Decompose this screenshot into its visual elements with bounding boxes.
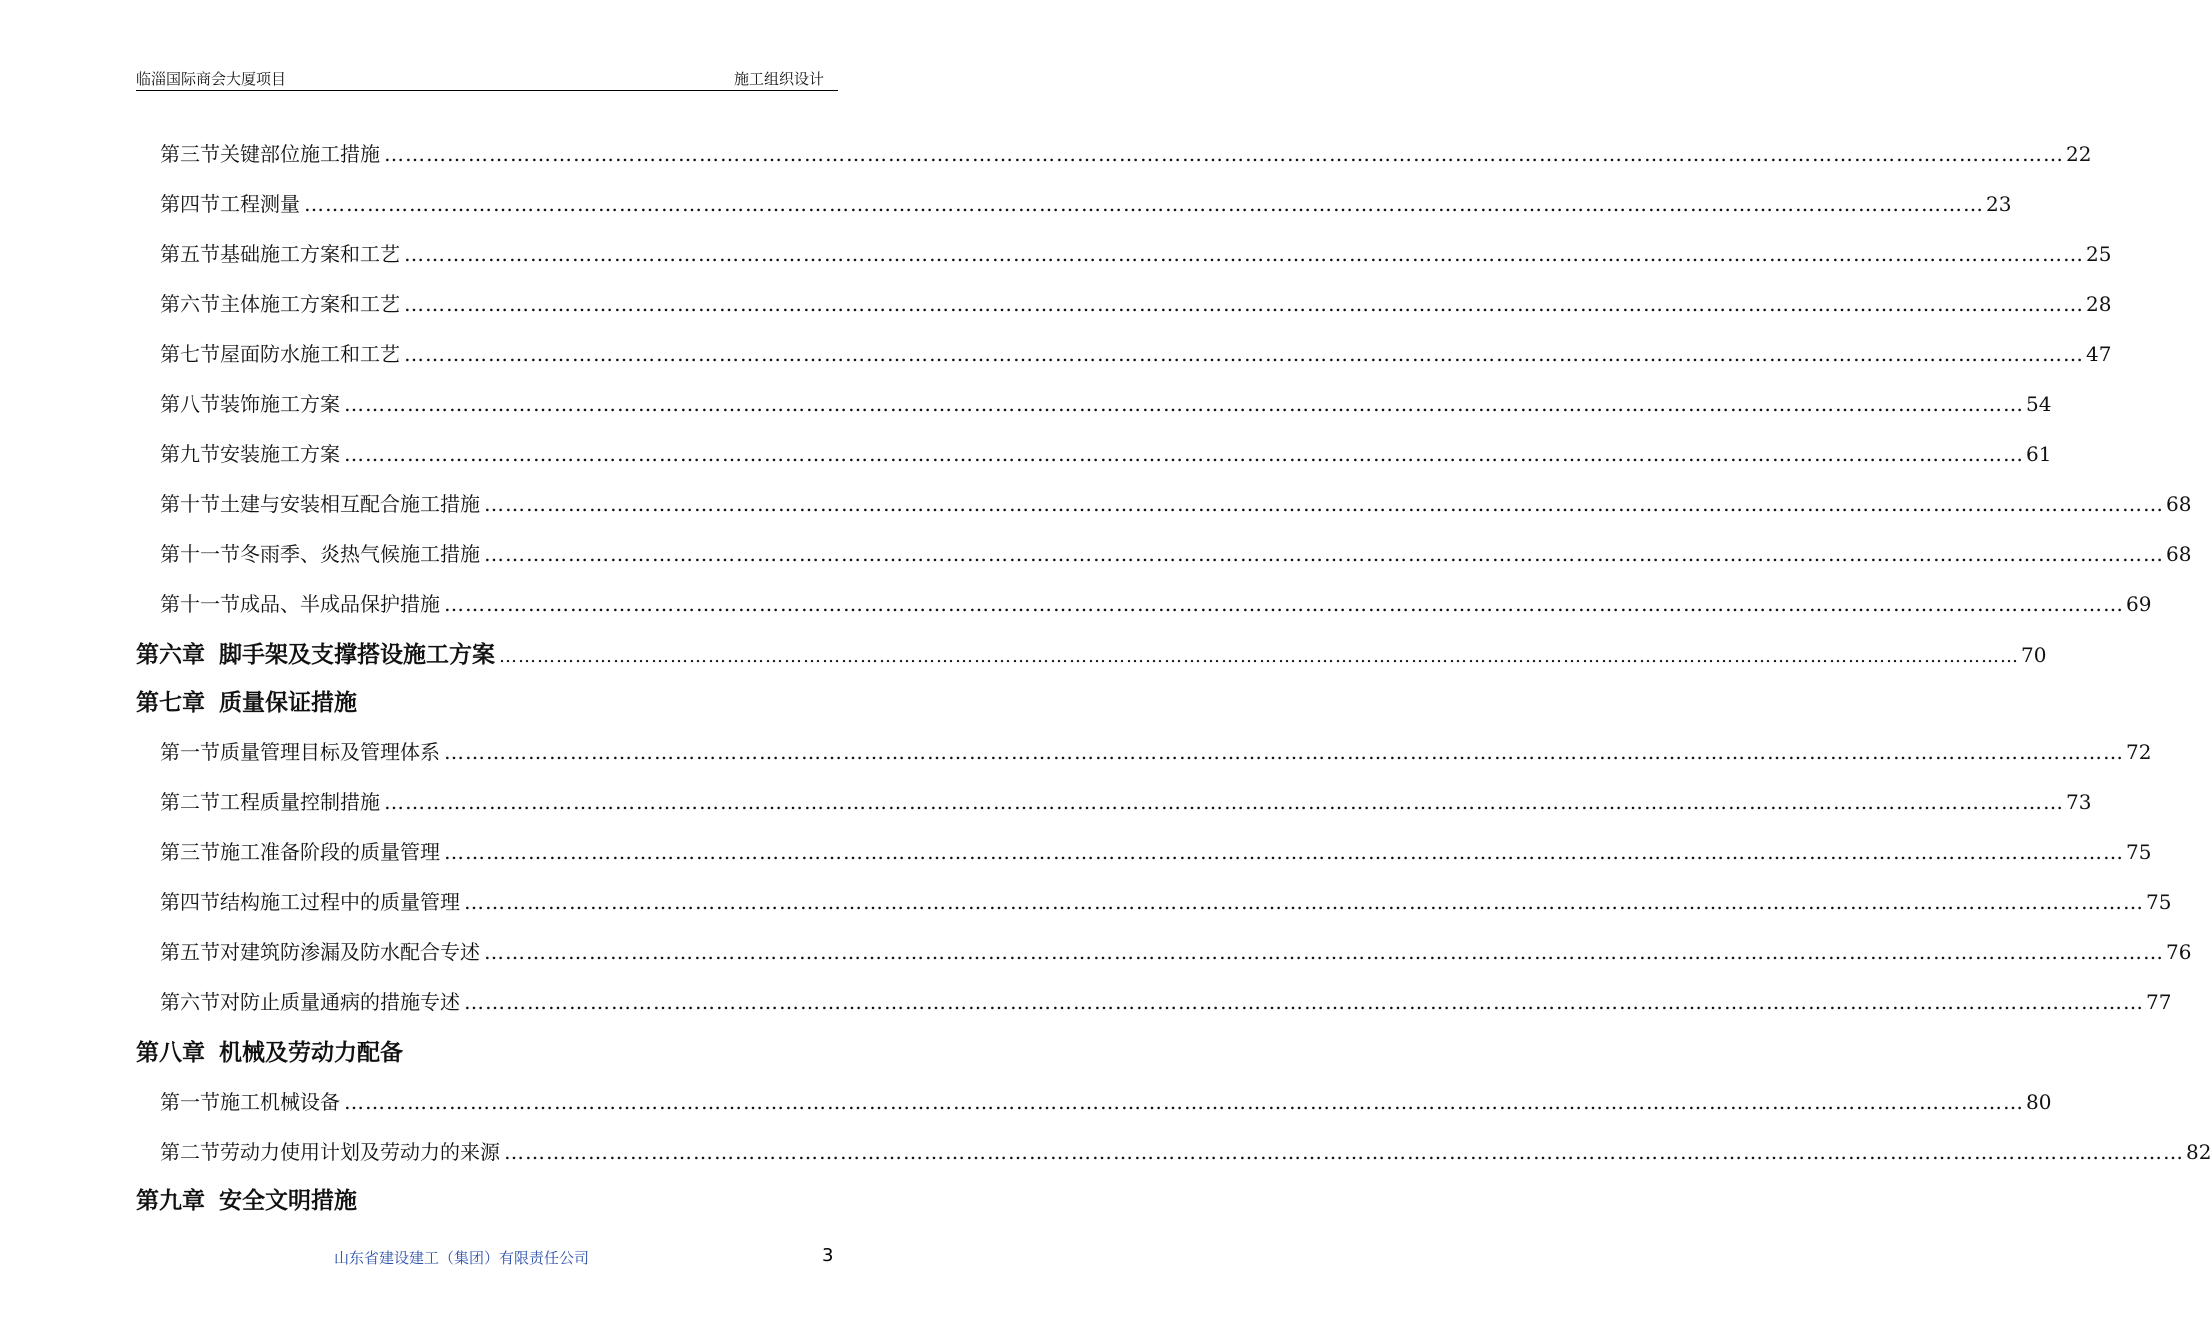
toc-section-row[interactable] [160, 388, 2052, 416]
toc-title: 结构施工过程中的质量管理 [220, 890, 460, 914]
toc-page-number: 80 [2026, 1090, 2052, 1114]
toc-number: 第三节 [160, 840, 220, 864]
toc-title: 安装施工方案 [220, 442, 340, 466]
toc-title: 关键部位施工措施 [220, 142, 380, 166]
toc-section-row[interactable] [160, 538, 2192, 566]
toc-leader-dots: …………………………………………………………………………………………………………………………………………………………………………………………………………………… [499, 646, 2019, 667]
toc-page-number: 70 [2021, 643, 2047, 667]
toc-title: 机械及劳动力配备 [219, 1040, 403, 1066]
toc-section-row[interactable] [160, 138, 2092, 166]
toc-section-row[interactable] [160, 238, 2112, 266]
toc-leader-dots: …………………………………………………………………………………………………………………………………………………………………………………………………………………… [384, 142, 2064, 166]
toc-section-row[interactable] [160, 936, 2192, 964]
toc-title: 施工准备阶段的质量管理 [220, 840, 440, 864]
toc-number: 第八章 [136, 1040, 205, 1066]
toc-page-number: 54 [2026, 392, 2052, 416]
toc-page-number: 61 [2026, 442, 2052, 466]
toc-section-row[interactable] [160, 588, 2152, 616]
toc-number: 第六章 [136, 642, 205, 668]
toc-section-row[interactable] [160, 736, 2152, 764]
toc-section-row[interactable] [160, 836, 2152, 864]
toc-leader-dots: …………………………………………………………………………………………………………………………………………………………………………………………………………………… [504, 1140, 2184, 1164]
toc-leader-dots: …………………………………………………………………………………………………………………………………………………………………………………………………………………… [384, 790, 2064, 814]
page-header [136, 66, 838, 91]
toc-number: 第十一节 [160, 542, 240, 566]
toc-chapter-row[interactable] [136, 636, 2047, 668]
toc-page-number: 69 [2126, 592, 2152, 616]
toc-section-row[interactable] [160, 288, 2112, 316]
toc-number: 第四节 [160, 192, 220, 216]
toc-page-number: 76 [2166, 940, 2192, 964]
toc-leader-dots: …………………………………………………………………………………………………………………………………………………………………………………………………………………… [404, 292, 2084, 316]
toc-number: 第二节 [160, 790, 220, 814]
toc-number: 第一节 [160, 740, 220, 764]
toc-page-number: 68 [2166, 492, 2192, 516]
toc-chapter-row[interactable] [136, 684, 800, 714]
toc-page-number: 47 [2086, 342, 2112, 366]
toc-title: 装饰施工方案 [220, 392, 340, 416]
toc-section-row[interactable] [160, 886, 2172, 914]
toc-page-number: 68 [2166, 542, 2192, 566]
toc-leader-dots: …………………………………………………………………………………………………………………………………………………………………………………………………………………… [464, 890, 2144, 914]
toc-title: 脚手架及支撑搭设施工方案 [219, 642, 495, 668]
toc-leader-dots: …………………………………………………………………………………………………………………………………………………………………………………………………………………… [304, 192, 1984, 216]
toc-number: 第十一节 [160, 592, 240, 616]
toc-number: 第六节 [160, 292, 220, 316]
toc-number: 第一节 [160, 1090, 220, 1114]
toc-leader-dots: …………………………………………………………………………………………………………………………………………………………………………………………………………………… [344, 392, 2024, 416]
toc-section-row[interactable] [160, 338, 2112, 366]
toc-number: 第七章 [136, 690, 205, 716]
toc-page-number: 25 [2086, 242, 2112, 266]
toc-title: 劳动力使用计划及劳动力的来源 [220, 1140, 500, 1164]
toc-title: 屋面防水施工和工艺 [220, 342, 400, 366]
toc-title: 对建筑防渗漏及防水配合专述 [220, 940, 480, 964]
toc-title: 成品、半成品保护措施 [240, 592, 440, 616]
company-name: 山东省建设建工（集团）有限责任公司 [334, 1249, 590, 1267]
toc-leader-dots: …………………………………………………………………………………………………………………………………………………………………………………………………………………… [444, 592, 2124, 616]
toc-title: 质量保证措施 [219, 690, 357, 716]
toc-number: 第四节 [160, 890, 220, 914]
toc-number: 第五节 [160, 242, 220, 266]
toc-leader-dots: …………………………………………………………………………………………………………………………………………………………………………………………………………………… [344, 1090, 2024, 1114]
document-type: 施工组织设计 [733, 70, 824, 88]
toc-section-row[interactable] [160, 188, 2012, 216]
toc-page-number: 72 [2126, 740, 2152, 764]
toc-leader-dots: …………………………………………………………………………………………………………………………………………………………………………………………………………………… [444, 740, 2124, 764]
toc-title: 工程测量 [220, 192, 300, 216]
toc-number: 第五节 [160, 940, 220, 964]
toc-number: 第三节 [160, 142, 220, 166]
toc-page-number: 22 [2066, 142, 2092, 166]
toc-section-row[interactable] [160, 786, 2092, 814]
toc-chapter-row[interactable] [136, 1034, 800, 1064]
toc-chapter-row[interactable] [136, 1182, 800, 1212]
toc-number: 第九章 [136, 1188, 205, 1214]
toc-title: 对防止质量通病的措施专述 [220, 990, 460, 1014]
toc-leader-dots: …………………………………………………………………………………………………………………………………………………………………………………………………………………… [484, 940, 2164, 964]
toc-section-row[interactable] [160, 986, 2172, 1014]
toc-section-row[interactable] [160, 438, 2052, 466]
toc-title: 安全文明措施 [219, 1188, 357, 1214]
toc-number: 第十节 [160, 492, 220, 516]
toc-page-number: 82 [2186, 1140, 2211, 1164]
toc-leader-dots: …………………………………………………………………………………………………………………………………………………………………………………………………………………… [484, 492, 2164, 516]
toc-title: 施工机械设备 [220, 1090, 340, 1114]
toc-leader-dots: …………………………………………………………………………………………………………………………………………………………………………………………………………………… [484, 542, 2164, 566]
toc-section-row[interactable] [160, 1086, 2052, 1114]
toc-title: 主体施工方案和工艺 [220, 292, 400, 316]
toc-title: 工程质量控制措施 [220, 790, 380, 814]
toc-section-row[interactable] [160, 1136, 2211, 1164]
toc-leader-dots: …………………………………………………………………………………………………………………………………………………………………………………………………………………… [444, 840, 2124, 864]
toc-page-number: 75 [2126, 840, 2152, 864]
toc-leader-dots: …………………………………………………………………………………………………………………………………………………………………………………………………………………… [464, 990, 2144, 1014]
toc-page-number: 73 [2066, 790, 2092, 814]
toc-number: 第七节 [160, 342, 220, 366]
toc-title: 质量管理目标及管理体系 [220, 740, 440, 764]
toc-page-number: 23 [1986, 192, 2012, 216]
toc-leader-dots: …………………………………………………………………………………………………………………………………………………………………………………………………………………… [404, 242, 2084, 266]
toc-leader-dots: …………………………………………………………………………………………………………………………………………………………………………………………………………………… [344, 442, 2024, 466]
toc-number: 第二节 [160, 1140, 220, 1164]
toc-title: 基础施工方案和工艺 [220, 242, 400, 266]
page-footer [0, 1245, 950, 1271]
toc-page-number: 77 [2146, 990, 2172, 1014]
toc-section-row[interactable] [160, 488, 2192, 516]
toc-page-number: 75 [2146, 890, 2172, 914]
toc-number: 第六节 [160, 990, 220, 1014]
toc-page-number: 28 [2086, 292, 2112, 316]
page-number: 3 [822, 1245, 834, 1266]
toc-number: 第八节 [160, 392, 220, 416]
toc-title: 土建与安装相互配合施工措施 [220, 492, 480, 516]
toc-number: 第九节 [160, 442, 220, 466]
toc-leader-dots: …………………………………………………………………………………………………………………………………………………………………………………………………………………… [404, 342, 2084, 366]
project-name: 临淄国际商会大厦项目 [136, 70, 287, 88]
toc-title: 冬雨季、炎热气候施工措施 [240, 542, 480, 566]
